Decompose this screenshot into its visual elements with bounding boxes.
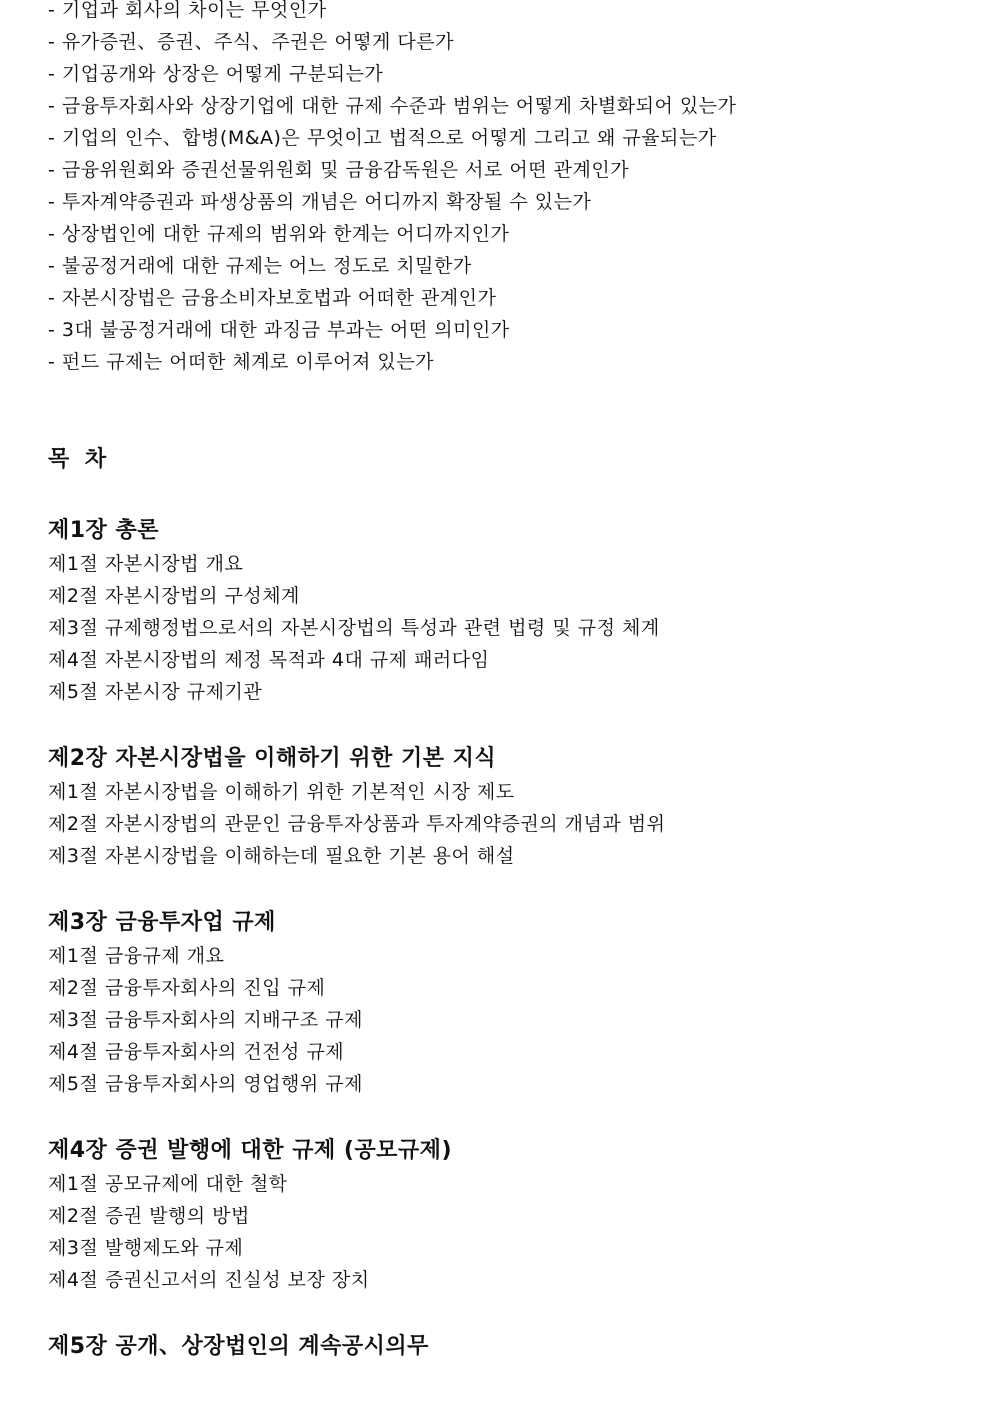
chapter-title: 제1장 총론 [48, 518, 159, 543]
document-page [48, 0, 968, 1364]
question-item: - 상장법인에 대한 규제의 범위와 한계는 어디까지인가 [48, 223, 510, 245]
chapter-4 [48, 1134, 968, 1296]
chapter-1 [48, 514, 968, 708]
chapter-5 [48, 1330, 968, 1364]
question-item: - 펀드 규제는 어떠한 체계로 이루어져 있는가 [48, 351, 434, 373]
question-item: - 자본시장법은 금융소비자보호법과 어떠한 관계인가 [48, 287, 497, 309]
section-item: 제3절 자본시장법을 이해하는데 필요한 기본 용어 해설 [48, 845, 515, 867]
question-item: - 불공정거래에 대한 규제는 어느 정도로 치밀한가 [48, 255, 472, 277]
question-item: - 기업의 인수、합병(M&A)은 무엇이고 법적으로 어떻게 그리고 왜 규율되는가 [48, 127, 717, 149]
section-item: 제2절 자본시장법의 관문인 금융투자상품과 투자계약증권의 개념과 범위 [48, 813, 666, 835]
section-item: 제3절 금융투자회사의 지배구조 규제 [48, 1009, 364, 1031]
section-item: 제2절 금융투자회사의 진입 규제 [48, 977, 326, 999]
section-item: 제1절 자본시장법을 이해하기 위한 기본적인 시장 제도 [48, 781, 515, 803]
section-item: 제5절 금융투자회사의 영업행위 규제 [48, 1073, 364, 1095]
question-item: - 3대 불공정거래에 대한 과징금 부과는 어떤 의미인가 [48, 319, 510, 341]
section-item: 제2절 증권 발행의 방법 [48, 1205, 250, 1227]
section-item: 제3절 발행제도와 규제 [48, 1237, 244, 1259]
chapter-title: 제4장 증권 발행에 대한 규제 (공모규제) [48, 1138, 452, 1163]
question-item: - 유가증권、증권、주식、주권은 어떻게 다른가 [48, 31, 454, 53]
section-item: 제2절 자본시장법의 구성체계 [48, 585, 300, 607]
question-item: - 기업과 회사의 차이는 무엇인가 [48, 0, 327, 21]
section-item: 제1절 금융규제 개요 [48, 945, 225, 967]
question-item: - 기업공개와 상장은 어떻게 구분되는가 [48, 63, 384, 85]
section-item: 제5절 자본시장 규제기관 [48, 681, 263, 703]
chapter-2 [48, 742, 968, 872]
question-item: - 투자계약증권과 파생상품의 개념은 어디까지 확장될 수 있는가 [48, 191, 592, 213]
section-item: 제4절 금융투자회사의 건전성 규제 [48, 1041, 345, 1063]
question-item: - 금융투자회사와 상장기업에 대한 규제 수준과 범위는 어떻게 차별화되어 있는가 [48, 95, 737, 117]
toc-heading: 목 차 [48, 447, 111, 472]
section-item: 제1절 자본시장법 개요 [48, 553, 244, 575]
section-item: 제4절 증권신고서의 진실성 보장 장치 [48, 1269, 370, 1291]
chapter-title: 제5장 공개、상장법인의 계속공시의무 [48, 1334, 429, 1359]
question-item: - 금융위원회와 증권선물위원회 및 금융감독원은 서로 어떤 관계인가 [48, 159, 630, 181]
section-item: 제4절 자본시장법의 제정 목적과 4대 규제 패러다임 [48, 649, 490, 671]
chapter-3 [48, 906, 968, 1100]
section-item: 제3절 규제행정법으로서의 자본시장법의 특성과 관련 법령 및 규정 체계 [48, 617, 660, 639]
section-item: 제1절 공모규제에 대한 철학 [48, 1173, 288, 1195]
question-list [48, 0, 968, 378]
chapter-title: 제3장 금융투자업 규제 [48, 910, 276, 935]
chapter-title: 제2장 자본시장법을 이해하기 위한 기본 지식 [48, 746, 497, 771]
